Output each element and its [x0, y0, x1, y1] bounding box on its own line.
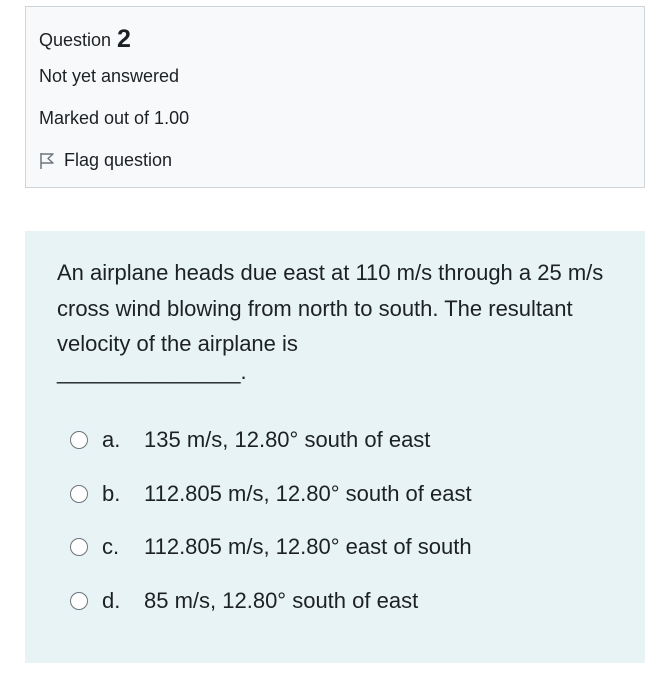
answer-text: 112.805 m/s, 12.80° south of east: [144, 481, 472, 506]
question-label: Question: [39, 30, 112, 50]
radio-button[interactable]: [70, 592, 88, 610]
answer-text: 135 m/s, 12.80° south of east: [144, 427, 431, 452]
flag-icon: [39, 152, 55, 170]
answer-blank: _______________.: [57, 359, 247, 384]
answer-text: 85 m/s, 12.80° south of east: [144, 588, 419, 613]
radio-button[interactable]: [70, 485, 88, 503]
radio-button[interactable]: [70, 538, 88, 556]
question-info-panel: [25, 6, 645, 188]
answer-option-d[interactable]: [70, 588, 418, 614]
question-heading: [39, 25, 131, 54]
answer-option-b[interactable]: [70, 481, 472, 507]
radio-button[interactable]: [70, 431, 88, 449]
question-content: [25, 231, 645, 663]
question-state: Not yet answered: [39, 66, 180, 86]
answer-letter: a.: [102, 427, 121, 452]
flag-question-button[interactable]: [39, 150, 172, 171]
flag-question-label: Flag question: [64, 150, 173, 170]
answer-letter: d.: [102, 588, 121, 613]
answer-option-c[interactable]: [70, 534, 472, 560]
answer-option-a[interactable]: [70, 427, 430, 453]
question-text: An airplane heads due east at 110 m/s through a 25 m/s cross wind blowing from north to south. The resultant velocity of the airplane is: [57, 260, 604, 356]
answer-text: 112.805 m/s, 12.80° east of south: [144, 534, 472, 559]
question-number: 2: [117, 25, 131, 53]
question-grade: Marked out of 1.00: [39, 108, 190, 128]
answer-letter: c.: [102, 534, 120, 559]
answer-letter: b.: [102, 481, 121, 506]
